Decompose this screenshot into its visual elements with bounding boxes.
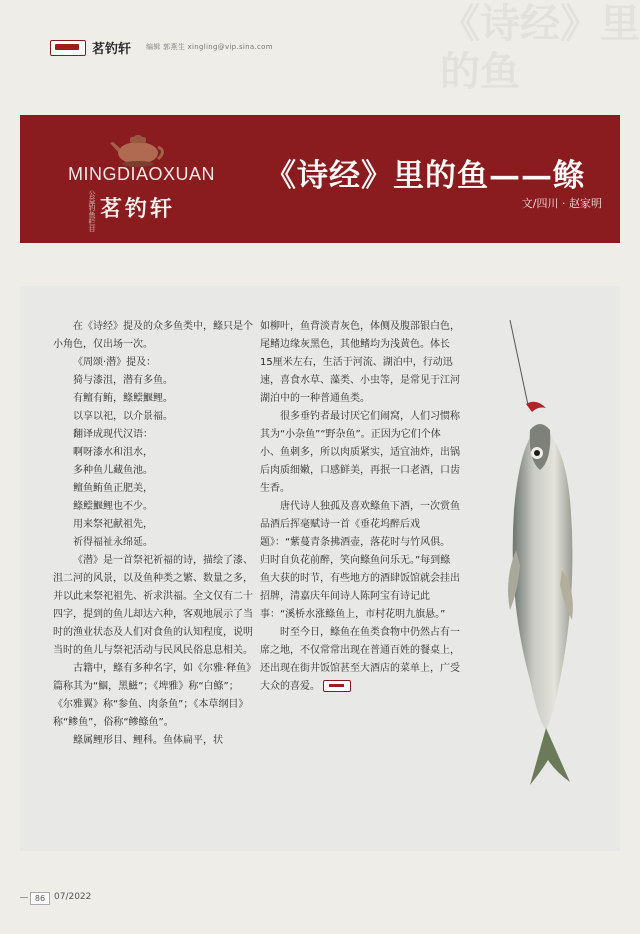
end-mark-icon	[323, 680, 351, 692]
brand-english-name: MINGDIAOXUAN	[68, 164, 216, 184]
brand-calligraphy-name: 茗钓轩	[100, 196, 176, 222]
editor-line: 编辑 郭燕生 xingling@vip.sina.com	[146, 43, 273, 51]
verse-line: 用来祭祀献祖先，	[73, 519, 153, 530]
verse-line: 有鳣有鲔，鲦鲿鰋鲤。	[73, 393, 173, 404]
paragraph: 很多垂钓者最讨厌它们闹窝，人们习惯称其为“小杂鱼”“野杂鱼”。正因为它们个体小、鱼刺多，所以肉质紧实，适宜油炸，出锅后肉质细嫩，口感鲜美，再抿一口老酒，口齿生香。	[260, 411, 460, 494]
verse-line: 猗与漆沮，潜有多鱼。	[73, 375, 173, 386]
verse-line: 祈得福祉永绵延。	[73, 537, 153, 548]
article-title: 《诗经》里的鱼——鲦	[265, 158, 585, 194]
teapot-icon	[108, 125, 168, 169]
paragraph: 在《诗经》提及的众多鱼类中，鲦只是个小角色，仅出场一次。	[53, 321, 253, 350]
article-author: 文/四川 · 赵家明	[521, 197, 602, 210]
paragraph: 唐代诗人独孤及喜欢鲦鱼下酒，一次赏鱼品酒后挥毫赋诗一首《垂花坞醉后戏题》：“紫蔓青条拂酒壶，落花时与竹风俱。归时自负花前醉，笑向鲦鱼问乐无。”每到鲦鱼大获的时节，有些地方的酒肆饭馆就会挂出招牌，清嘉庆年间诗人陈阿宝有诗记此事：“溪桥水涨鲦鱼上，市村花明九旗悬。”	[260, 501, 460, 620]
magazine-logo-icon	[50, 40, 86, 56]
article-column-left	[53, 318, 253, 750]
verse-line: 以享以祀，以介景福。	[73, 411, 173, 422]
paragraph: 如柳叶，鱼背淡青灰色，体侧及腹部银白色，尾鳍边缘灰黑色，其他鳍均为浅黄色。体长15厘米左右，生活于河流、湖泊中，行动迅速，喜食水草、藻类、小虫等，是常见于江河湖泊中的一种普通鱼类。	[260, 321, 460, 404]
paragraph: 《潜》是一首祭祀祈福的诗，描绘了漆、沮二河的风景，以及鱼种类之繁、数量之多，并以此来祭祀祖先、祈求洪福。全文仅有二十四字，提到的鱼儿却达六种，客观地展示了当时的渔业状态及人们对食鱼的认知程度，说明当时的鱼儿与祭祀活动与民风民俗息息相关。	[53, 555, 253, 656]
page-header	[20, 34, 620, 62]
title-banner	[20, 115, 620, 243]
paragraph: 翻译成现代汉语：	[73, 429, 153, 440]
verse-line: 鲦鲿鰋鲤也不少。	[73, 501, 153, 512]
brand-vertical-tag: 公益钓鱼栏目	[88, 190, 96, 232]
paragraph: 古籍中，鲦有多种名字，如《尔雅·释鱼》篇称其为“鮂，黑鰦”；《埤雅》称“白鲦”；《尔雅翼》称“参鱼、肉条鱼”；《本草纲目》称“鲹鱼”，俗称“鲹鲦鱼”。	[53, 663, 252, 728]
verse-line: 多种鱼儿藏鱼池。	[73, 465, 153, 476]
ghost-bleedthrough-text: 《诗经》里的鱼	[440, 0, 640, 95]
closing-paragraph-text: 时至今日，鲦鱼在鱼类食物中仍然占有一席之地，不仅常常出现在普通百姓的餐桌上，还出现在街井饭馆甚至大酒店的菜单上，广受大众的喜爱。	[260, 627, 460, 692]
paragraph	[260, 624, 460, 696]
column-name: 茗钓轩	[92, 42, 132, 57]
page-footer	[20, 891, 240, 905]
issue-date: 07/2022	[54, 892, 92, 902]
page-number: 86	[30, 892, 50, 905]
article-column-right	[260, 318, 460, 696]
paragraph: 《周颂·潜》提及：	[73, 357, 157, 368]
fish-illustration	[490, 320, 610, 800]
verse-line: 鳣鱼鲔鱼正肥美，	[73, 483, 153, 494]
paragraph: 鲦属鲤形目、鲤科。鱼体扁平，状	[73, 735, 223, 746]
footer-rule	[20, 897, 28, 898]
verse-line: 啊呀漆水和沮水，	[73, 447, 153, 458]
